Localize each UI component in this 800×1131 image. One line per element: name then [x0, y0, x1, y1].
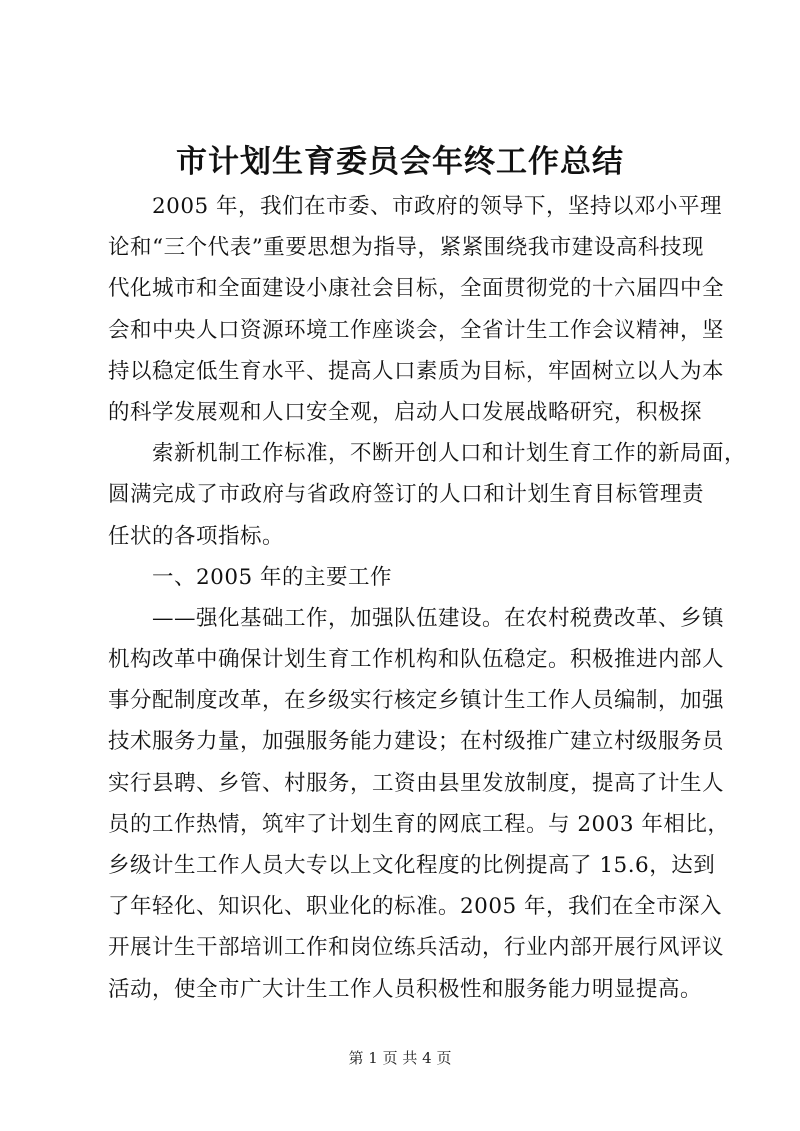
- text-line: 乡级计生工作人员大专以上文化程度的比例提高了 15.6，达到: [108, 853, 716, 878]
- text-line: 论和“三个代表”重要思想为指导，紧紧围绕我市建设高科技现: [108, 235, 704, 261]
- document-body: [108, 186, 747, 1010]
- text-line: 开展计生干部培训工作和岗位练兵活动，行业内部开展行风评议: [108, 935, 725, 961]
- text-line: 圆满完成了市政府与省政府签订的人口和计划生育目标管理责: [108, 482, 704, 508]
- text-line: 事分配制度改革，在乡级实行核定乡镇计生工作人员编制，加强: [108, 688, 725, 714]
- text-line: ——强化基础工作，加强队伍建设。在农村税费改革、乡镇: [152, 605, 725, 631]
- text-line: 2005 年，我们在市委、市政府的领导下，坚持以邓小平理: [152, 194, 723, 219]
- text-line: 任状的各项指标。: [108, 523, 285, 549]
- text-line: 索新机制工作标准，不断开创人口和计划生育工作的新局面，: [152, 441, 747, 467]
- text-line: 实行县聘、乡管、村服务，工资由县里发放制度，提高了计生人: [108, 770, 725, 796]
- section-heading: 一、2005 年的主要工作: [152, 564, 393, 590]
- text-line: 员的工作热情，筑牢了计划生育的网底工程。与 2003 年相比，: [108, 811, 730, 837]
- text-line: 代化城市和全面建设小康社会目标，全面贯彻党的十六届四中全: [108, 276, 725, 302]
- text-line: 的科学发展观和人口安全观，启动人口发展战略研究，积极探: [108, 399, 703, 425]
- text-line: 会和中央人口资源环境工作座谈会，全省计生工作会议精神，坚: [108, 317, 725, 343]
- text-line: 活动，使全市广大计生工作人员积极性和服务能力明显提高。: [108, 976, 703, 1002]
- text-line: 技术服务力量，加强服务能力建设；在村级推广建立村级服务员: [108, 729, 725, 755]
- text-line: 持以稳定低生育水平、提高人口素质为目标，牢固树立以人为本: [108, 358, 725, 384]
- page-number: 第 1 页 共 4 页: [348, 1049, 452, 1067]
- text-line: 机构改革中确保计划生育工作机构和队伍稳定。积极推进内部人: [108, 647, 725, 673]
- text-line: 了年轻化、知识化、职业化的标准。2005 年，我们在全市深入: [108, 894, 723, 920]
- document-title: 市计划生育委员会年终工作总结: [176, 144, 624, 180]
